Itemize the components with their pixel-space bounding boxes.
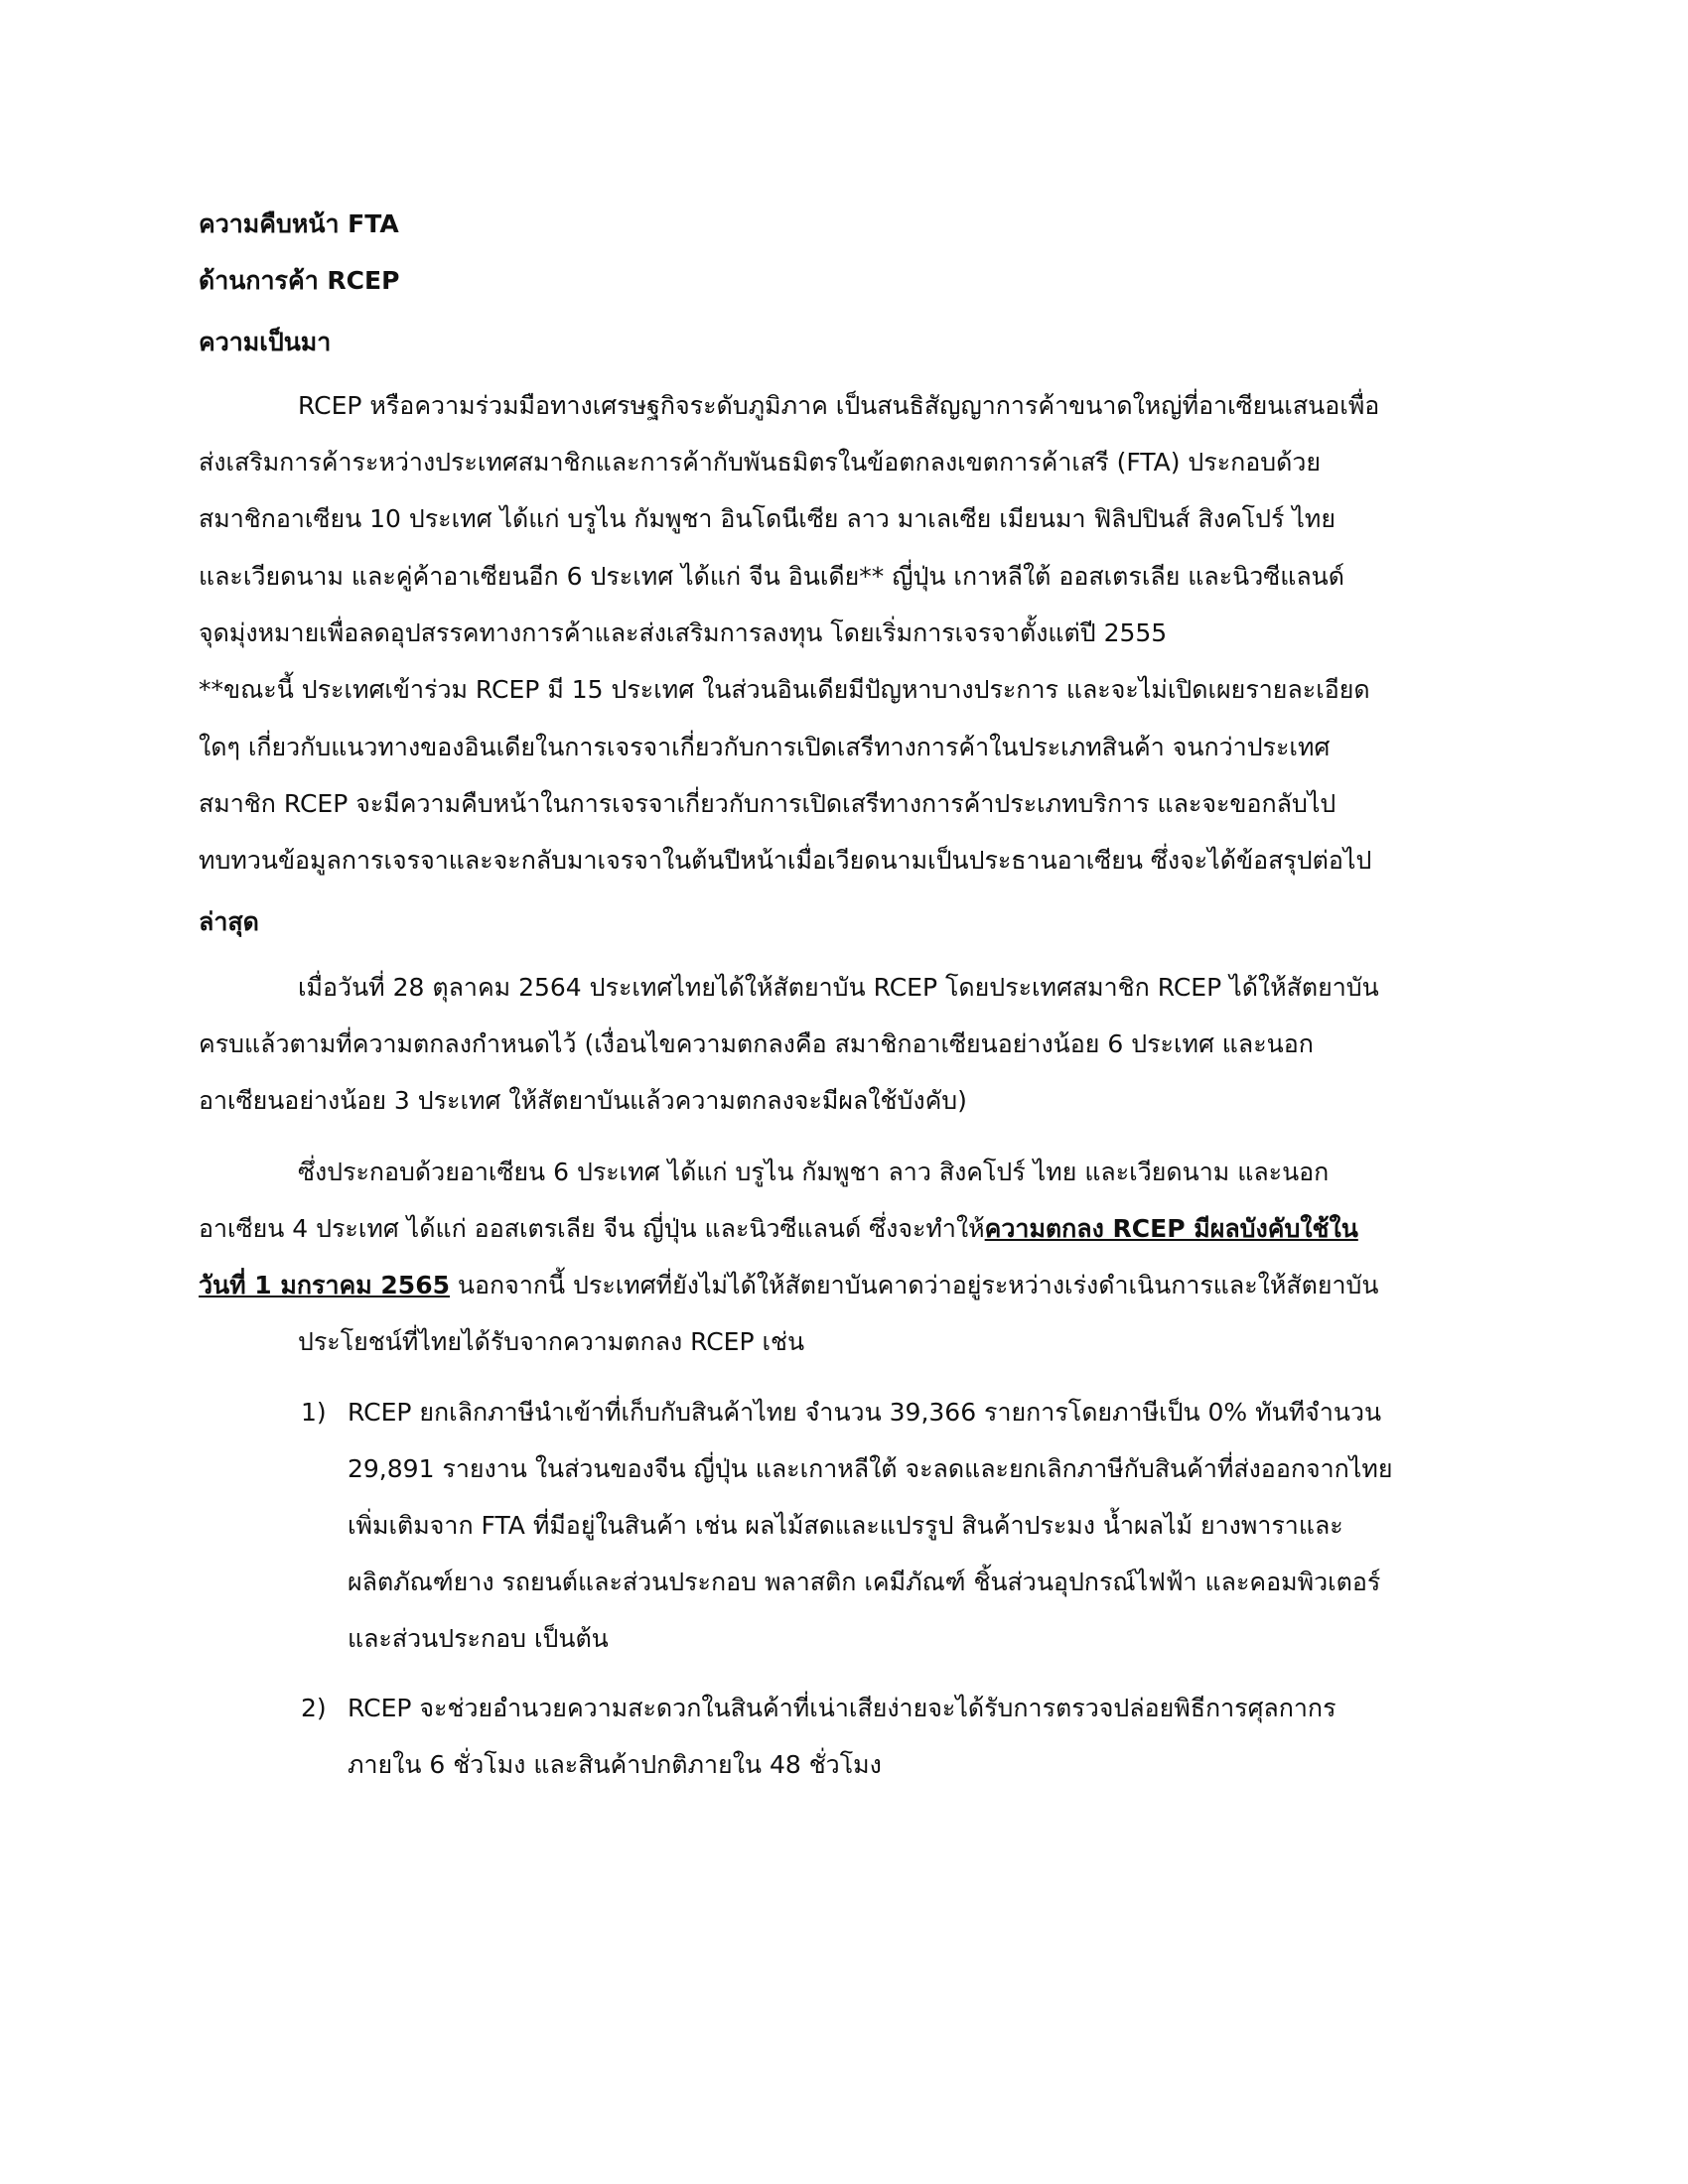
document-title: ความคืบหน้า FTA xyxy=(199,209,399,238)
note-line-3: สมาชิก RCEP จะมีความคืบหน้าในการเจรจาเกี่ยวกับการเปิดเสรีทางการค้าประเภทบริการ และจะขอกลับไป xyxy=(199,789,1336,818)
benefit-1-marker: 1) xyxy=(301,1398,327,1427)
benefits-intro: ประโยชน์ที่ไทยได้รับจากความตกลง RCEP เช่น xyxy=(298,1327,805,1356)
ratified-line-2 xyxy=(199,1200,1358,1257)
latest-line-2: ครบแล้วตามที่ความตกลงกำหนดไว้ (เงื่อนไขความตกลงคือ สมาชิกอาเซียนอย่างน้อย 6 ประเทศ และนอก xyxy=(199,1029,1314,1058)
section-heading-latest: ล่าสุด xyxy=(199,907,259,936)
latest-line-1: เมื่อวันที่ 28 ตุลาคม 2564 ประเทศไทยได้ให้สัตยาบัน RCEP โดยประเทศสมาชิก RCEP ได้ให้สัตยาบัน xyxy=(298,973,1379,1002)
document-subtitle: ด้านการค้า RCEP xyxy=(199,266,400,295)
background-line-2: ส่งเสริมการค้าระหว่างประเทศสมาชิกและการค้ากับพันธมิตรในข้อตกลงเขตการค้าเสรี (FTA) ประกอบด้วย xyxy=(199,448,1322,477)
section-heading-background: ความเป็นมา xyxy=(199,328,332,356)
effective-date-emphasis-2: วันที่ 1 มกราคม 2565 xyxy=(199,1271,450,1299)
benefit-1-line-4: ผลิตภัณฑ์ยาง รถยนต์และส่วนประกอบ พลาสติก เคมีภัณฑ์ ชิ้นส่วนอุปกรณ์ไฟฟ้า และคอมพิวเตอร์ xyxy=(348,1568,1381,1596)
note-line-1: **ขณะนี้ ประเทศเข้าร่วม RCEP มี 15 ประเทศ ในส่วนอินเดียมีปัญหาบางประการ และจะไม่เปิดเผยรายละเอียด xyxy=(199,675,1370,704)
effective-date-emphasis-1: ความตกลง RCEP มีผลบังคับใช้ใน xyxy=(984,1214,1358,1243)
benefit-1-line-3: เพิ่มเติมจาก FTA ที่มีอยู่ในสินค้า เช่น ผลไม้สดและแปรรูป สินค้าประมง น้ำผลไม้ ยางพาราและ xyxy=(348,1511,1343,1540)
note-line-4: ทบทวนข้อมูลการเจรจาและจะกลับมาเจรจาในต้นปีหน้าเมื่อเวียดนามเป็นประธานอาเซียน ซึ่งจะได้ข้อสรุปต่อไป xyxy=(199,846,1372,875)
ratified-line-3-text: นอกจากนี้ ประเทศที่ยังไม่ได้ให้สัตยาบันคาดว่าอยู่ระหว่างเร่งดำเนินการและให้สัตยาบัน xyxy=(449,1271,1379,1299)
latest-line-3: อาเซียนอย่างน้อย 3 ประเทศ ให้สัตยาบันแล้วความตกลงจะมีผลใช้บังคับ) xyxy=(199,1086,967,1115)
benefit-2-line-2: ภายใน 6 ชั่วโมง และสินค้าปกติภายใน 48 ชั่วโมง xyxy=(348,1750,882,1779)
benefit-1-line-1: RCEP ยกเลิกภาษีนำเข้าที่เก็บกับสินค้าไทย จำนวน 39,366 รายการโดยภาษีเป็น 0% ทันทีจำนวน xyxy=(348,1398,1382,1427)
ratified-line-1: ซึ่งประกอบด้วยอาเซียน 6 ประเทศ ได้แก่ บรูไน กัมพูชา ลาว สิงคโปร์ ไทย และเวียดนาม และนอก xyxy=(298,1158,1330,1186)
benefit-2-line-1: RCEP จะช่วยอำนวยความสะดวกในสินค้าที่เน่าเสียง่ายจะได้รับการตรวจปล่อยพิธีการศุลกากร xyxy=(348,1694,1336,1722)
note-line-2: ใดๆ เกี่ยวกับแนวทางของอินเดียในการเจรจาเกี่ยวกับการเปิดเสรีทางการค้าในประเภทสินค้า จนกว่าประเทศ xyxy=(199,733,1331,761)
benefit-1-line-5: และส่วนประกอบ เป็นต้น xyxy=(348,1624,609,1653)
background-line-1: RCEP หรือความร่วมมือทางเศรษฐกิจระดับภูมิภาค เป็นสนธิสัญญาการค้าขนาดใหญ่ที่อาเซียนเสนอเพื่อ xyxy=(298,391,1380,420)
background-line-5: จุดมุ่งหมายเพื่อลดอุปสรรคทางการค้าและส่งเสริมการลงทุน โดยเริ่มการเจรจาตั้งแต่ปี 2555 xyxy=(199,618,1168,647)
benefit-2-marker: 2) xyxy=(301,1694,327,1722)
benefit-1-line-2: 29,891 รายงาน ในส่วนของจีน ญี่ปุ่น และเกาหลีใต้ จะลดและยกเลิกภาษีกับสินค้าที่ส่งออกจากไทย xyxy=(348,1454,1393,1483)
ratified-line-2-text: อาเซียน 4 ประเทศ ได้แก่ ออสเตรเลีย จีน ญี่ปุ่น และนิวซีแลนด์ ซึ่งจะทำให้ xyxy=(199,1214,985,1243)
background-line-3: สมาชิกอาเซียน 10 ประเทศ ได้แก่ บรูไน กัมพูชา อินโดนีเซีย ลาว มาเลเซีย เมียนมา ฟิลิปปินส์ สิงคโปร์ ไทย xyxy=(199,504,1336,533)
ratified-line-3 xyxy=(199,1257,1379,1313)
background-line-4: และเวียดนาม และคู่ค้าอาเซียนอีก 6 ประเทศ ได้แก่ จีน อินเดีย** ญี่ปุ่น เกาหลีใต้ ออสเตรเลีย และนิวซีแลนด์ xyxy=(199,562,1345,591)
